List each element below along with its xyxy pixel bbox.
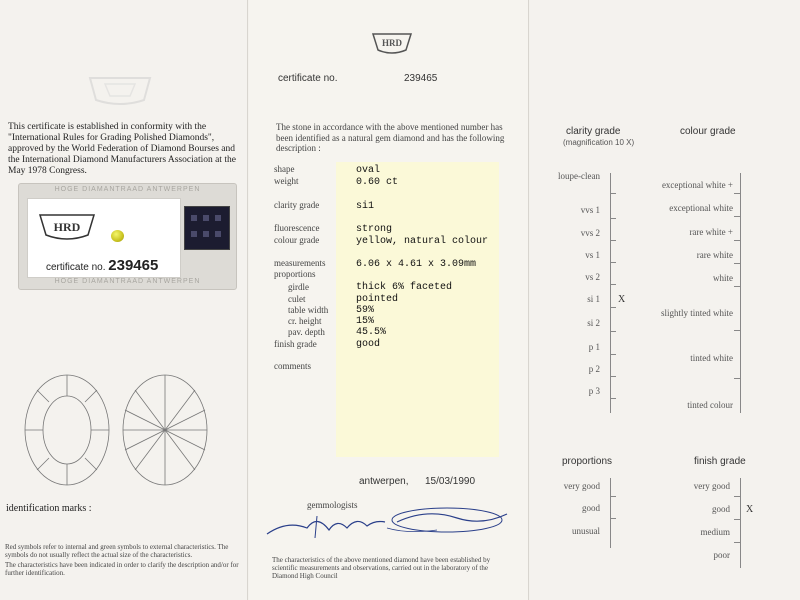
sticker-cert-number: 239465 <box>108 257 159 274</box>
finish-tick <box>734 519 740 520</box>
svg-text:HRD: HRD <box>53 220 81 234</box>
clarity-mark: X <box>618 294 626 305</box>
finish-grade-very-good: very good <box>693 481 730 491</box>
sticker-certificate-number <box>46 257 158 274</box>
hrd-top-logo <box>369 30 415 58</box>
field-label-colour: colour grade <box>274 235 320 245</box>
proportions-grade-very-good: very good <box>563 481 600 491</box>
field-value-girdle: thick 6% faceted <box>356 282 453 293</box>
colour-title: colour grade <box>680 126 736 137</box>
clarity-grade-p2: p 2 <box>588 364 600 374</box>
proportions-tick <box>610 518 616 519</box>
field-label-measurements: measurements <box>274 258 326 268</box>
field-value-finish: good <box>356 339 381 350</box>
colour-tick <box>734 330 740 331</box>
clarity-grade-si2: si 2 <box>587 318 600 328</box>
clarity-grade-loupe-clean: loupe-clean <box>558 171 600 181</box>
clarity-tick <box>610 354 616 355</box>
field-label-weight: weight <box>274 176 299 186</box>
colour-tick <box>734 378 740 379</box>
field-label-proportions: proportions <box>274 269 316 279</box>
finish-grade-poor: poor <box>713 550 730 560</box>
colour-grade-tinted-white: tinted white <box>690 353 733 363</box>
field-value-fluorescence: strong <box>356 224 393 235</box>
field-value-cr-height: 15% <box>356 316 375 327</box>
identification-marks-label: identification marks : <box>6 503 92 514</box>
clarity-tick <box>610 240 616 241</box>
colour-tick <box>734 193 740 194</box>
finish-title: finish grade <box>694 456 746 467</box>
field-label-table-width: table width <box>288 305 329 315</box>
certificate-label: certificate no. <box>278 73 338 84</box>
colour-grade-rare-white-plus: rare white + <box>689 227 733 237</box>
clarity-grade-vs2: vs 2 <box>585 272 600 282</box>
sticker-band-top: HOGE DIAMANTRAAD ANTWERPEN <box>54 186 201 193</box>
security-chip <box>184 206 230 250</box>
sticker-card <box>27 198 181 278</box>
clarity-tick <box>610 218 616 219</box>
colour-scale-line <box>740 173 741 413</box>
proportions-title: proportions <box>562 456 613 467</box>
clarity-grade-p1: p 1 <box>588 342 600 352</box>
characteristics-note: The characteristics have been indicated in order to clarify the description and/or for further identification. <box>5 561 239 577</box>
clarity-tick <box>610 307 616 308</box>
field-label-girdle: girdle <box>288 282 309 292</box>
place: antwerpen, <box>359 476 409 487</box>
field-value-weight: 0.60 ct <box>356 177 399 188</box>
clarity-scale-line <box>610 173 611 413</box>
colour-grade-tinted-colour: tinted colour <box>687 400 733 410</box>
oval-diagram <box>15 372 230 492</box>
field-label-shape: shape <box>274 164 295 174</box>
field-label-fluorescence: fluorescence <box>274 223 320 233</box>
finish-tick <box>734 496 740 497</box>
clarity-grade-si1: si 1 <box>587 294 600 304</box>
footer-note: The characteristics of the above mentioned diamond have been established by scientific measurements and observations, carried out in the laboratory of the Diamond High Council <box>272 556 491 580</box>
finish-grade-medium: medium <box>700 527 730 537</box>
field-value-culet: pointed <box>356 294 399 305</box>
colour-grade-exceptional-white-plus: exceptional white + <box>661 180 733 190</box>
intro-text: This certificate is established in conformity with the "International Rules for Grading Polished Diamonds", approved by the World Federation of Diamond Bourses and the International Diamond Manufacturers Association at the May 1978 Congress. <box>8 122 236 176</box>
clarity-grade-vvs2: vvs 2 <box>580 228 600 238</box>
clarity-tick <box>610 193 616 194</box>
proportions-tick <box>610 496 616 497</box>
colour-grade-rare-white: rare white <box>696 250 733 260</box>
gemmologists-label: gemmologists <box>307 500 358 510</box>
colour-grade-white: white <box>713 273 733 283</box>
field-label-finish: finish grade <box>274 339 317 349</box>
description-text: The stone in accordance with the above mentioned number has been identified as a natural gem diamond and has the following description : <box>276 122 505 153</box>
clarity-tick <box>610 331 616 332</box>
field-value-shape: oval <box>356 165 381 176</box>
clarity-grade-vvs1: vvs 1 <box>580 205 600 215</box>
sticker-band-bottom: HOGE DIAMANTRAAD ANTWERPEN <box>54 278 201 285</box>
proportions-grade-good: good <box>582 503 600 513</box>
colour-tick <box>734 286 740 287</box>
proportions-scale-line <box>610 478 611 548</box>
clarity-tick <box>610 262 616 263</box>
right-panel <box>530 0 800 600</box>
clarity-subtitle: (magnification 10 X) <box>563 138 635 147</box>
clarity-grade-vs1: vs 1 <box>585 250 600 260</box>
colour-grade-slightly-tinted-white: slightly tinted white <box>661 308 733 318</box>
middle-panel <box>249 0 529 600</box>
certificate-number: 239465 <box>404 73 438 84</box>
certificate-sticker <box>18 183 237 290</box>
clarity-grade-p3: p 3 <box>588 386 600 396</box>
colour-grade-exceptional-white: exceptional white <box>669 203 733 213</box>
clarity-tick <box>610 284 616 285</box>
finish-mark: X <box>746 504 754 515</box>
finish-scale-line <box>740 478 741 568</box>
issue-date: 15/03/1990 <box>425 476 476 487</box>
gemmologist-signatures <box>257 500 527 550</box>
field-label-pav-depth: pav. depth <box>288 327 325 337</box>
colour-tick <box>734 240 740 241</box>
clarity-title: clarity grade <box>566 126 621 137</box>
clarity-tick <box>610 376 616 377</box>
field-label-clarity: clarity grade <box>274 200 320 210</box>
field-value-colour: yellow, natural colour <box>356 236 489 247</box>
finish-tick <box>734 542 740 543</box>
clarity-tick <box>610 398 616 399</box>
hrd-logo <box>36 211 98 245</box>
svg-text:HRD: HRD <box>382 38 402 48</box>
finish-grade-good: good <box>712 504 730 514</box>
colour-tick <box>734 263 740 264</box>
symbols-note: Red symbols refer to internal and green symbols to external characteristics. The symbols do not usually reflect the actual size of the characteristics. <box>5 543 229 559</box>
field-label-comments: comments <box>274 361 311 371</box>
left-panel <box>0 0 248 600</box>
hrd-watermark-logo <box>80 70 160 110</box>
field-value-clarity: si1 <box>356 201 375 212</box>
field-label-cr-height: cr. height <box>288 316 322 326</box>
field-value-measurements: 6.06 x 4.61 x 3.09mm <box>356 259 477 270</box>
field-label-culet: culet <box>288 294 306 304</box>
diamond-sample <box>111 230 124 242</box>
colour-tick <box>734 216 740 217</box>
field-value-pav-depth: 45.5% <box>356 327 387 338</box>
proportions-grade-unusual: unusual <box>572 526 600 536</box>
sticker-cert-label: certificate no. <box>46 262 106 273</box>
field-value-table-width: 59% <box>356 305 375 316</box>
